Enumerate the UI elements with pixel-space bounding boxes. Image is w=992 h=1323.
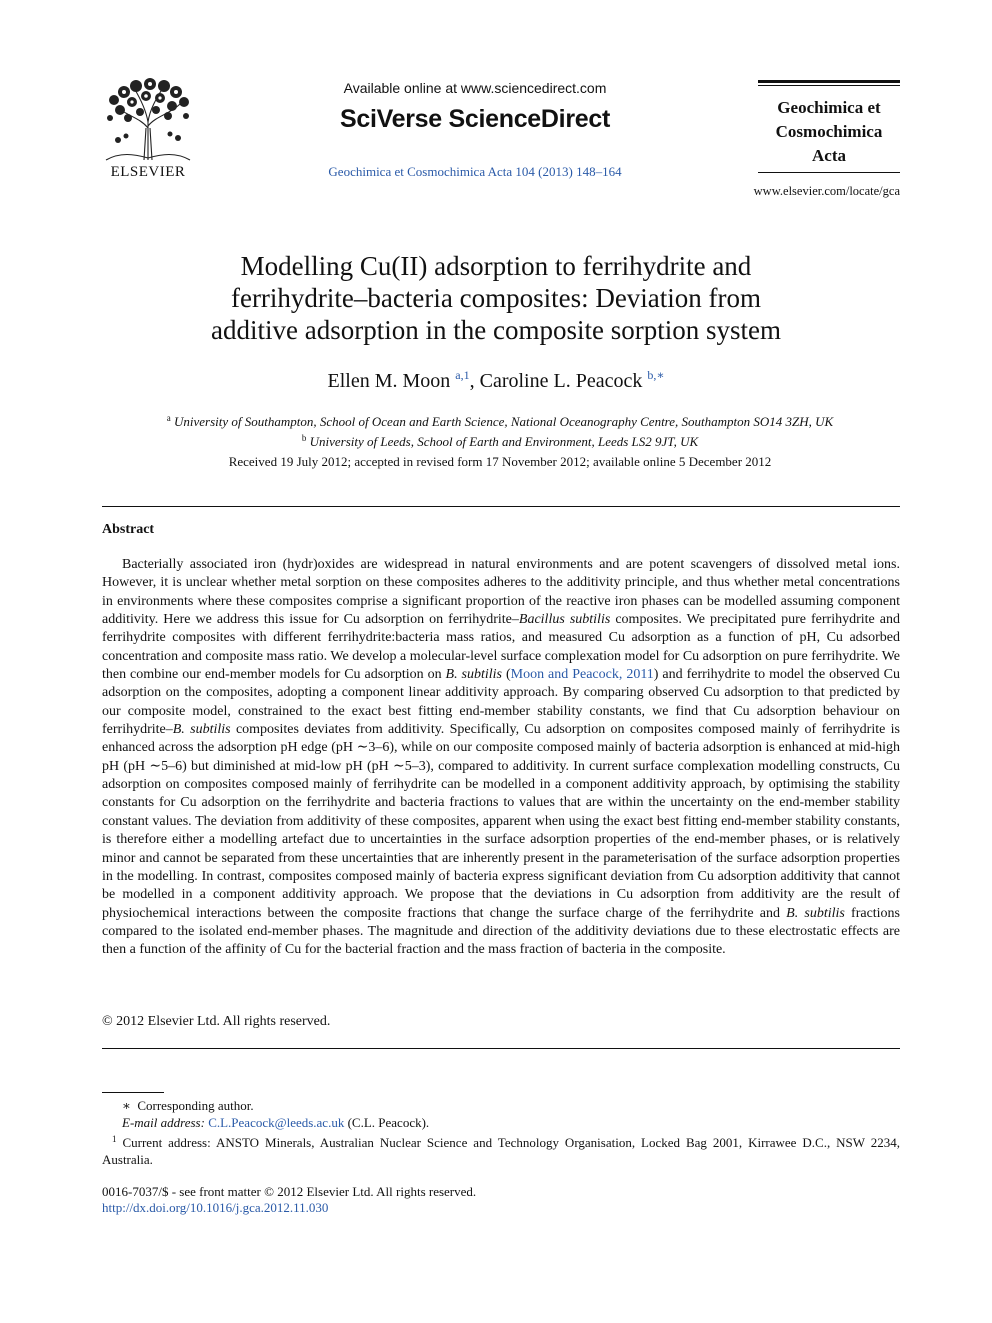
article-title-line1: Modelling Cu(II) adsorption to ferrihydrite and: [240, 251, 752, 281]
journal-citation-link[interactable]: Geochimica et Cosmochimica Acta 104 (2013) 148–164: [328, 164, 622, 179]
abstract-text: ) and ferrihydrite to model the observed Cu adsorption on the composites, adopting a component linear additivity approach. By comparing observed Cu adsorption to that predicted by our composite model, constrained to the exact best fitting end-member stability constants, we find that Cu adsorption behaviour on ferrihydrite–: [102, 667, 900, 738]
footnote-corresponding: [102, 1097, 900, 1114]
footnote-mark: 1: [112, 1134, 117, 1144]
journal-rule-top-thin: [758, 85, 900, 86]
abstract-heading: Abstract: [102, 522, 155, 537]
journal-url-link[interactable]: www.elsevier.com/locate/gca: [753, 184, 900, 198]
email-owner: (C.L. Peacock).: [344, 1115, 430, 1130]
author-separator: ,: [469, 370, 480, 392]
affiliation-text: University of Leeds, School of Earth and Environment, Leeds LS2 9JT, UK: [309, 434, 699, 449]
footnote-email: [102, 1114, 900, 1131]
abstract-text: composites. We precipitated pure ferrihydrite and ferrihydrite composites with different ferrihydrite:bacteria mass ratios, and measured Cu adsorption as a function of pH, Cu adsorbed concentration and composite mass ratio. We develop a molecular-level surface complexation model for Cu adsorption on pure ferrihydrite. We then combine our end-member models for Cu adsorption on: [102, 612, 900, 683]
journal-rule-bottom: [758, 172, 900, 173]
journal-rule-top: [758, 80, 900, 83]
abstract-copyright: © 2012 Elsevier Ltd. All rights reserved.: [102, 1014, 331, 1029]
footnote-text: Corresponding author.: [137, 1098, 254, 1113]
elsevier-tree-logo-icon: [100, 78, 196, 162]
abstract-species: B. subtilis: [786, 905, 845, 921]
article-title: [140, 250, 852, 346]
email-link[interactable]: C.L.Peacock@leeds.ac.uk: [208, 1115, 345, 1130]
availability-line: Available online at www.sciencedirect.com: [343, 80, 607, 96]
doi-link[interactable]: http://dx.doi.org/10.1016/j.gca.2012.11.030: [102, 1200, 329, 1215]
affiliation-mark: b: [301, 433, 307, 443]
abstract-text: (: [502, 667, 511, 683]
affiliations: [100, 410, 900, 450]
author-affiliation-mark[interactable]: a,1: [455, 368, 470, 382]
abstract-rule-bottom: [102, 1048, 900, 1049]
affiliation-text: University of Southampton, School of Ocean and Earth Science, National Oceanography Centre, Southampton SO14 3ZH, UK: [174, 414, 834, 429]
footnotes: [102, 1097, 900, 1168]
footnote-rule: [102, 1092, 164, 1093]
journal-title-line1: Geochimica et: [777, 98, 881, 117]
abstract-text: Bacterially associated iron (hydr)oxides are widespread in natural environments and are potent scavengers of dissolved metal ions. However, it is unclear whether metal sorption on these composites adheres to the additivity principle, and thus whether metal concentrations in environments where these composites comprise a significant proportion of the reactive iron phases can be modelled assuming component additivity. Here we address this issue for Cu adsorption on ferrihydrite–: [102, 557, 900, 628]
author-name: Caroline L. Peacock: [479, 370, 643, 392]
abstract-body: [102, 556, 900, 960]
abstract-species: B. subtilis: [445, 667, 503, 683]
abstract-text: fractions compared to the isolated end-member phases. The magnitude and direction of the additivity deviations due to these electrostatic effects are then a function of the affinity of Cu for the bacterial fraction and the mass fraction of bacteria in the composite.: [102, 905, 901, 958]
journal-title-line3: Acta: [812, 146, 846, 165]
abstract-rule-top: [102, 506, 900, 507]
publisher-name: ELSEVIER: [110, 164, 186, 180]
affiliation-item: [100, 410, 900, 430]
article-title-line3: additive adsorption in the composite sorption system: [211, 315, 781, 345]
abstract-text: composites deviates from additivity. Specifically, Cu adsorption on composites composed mainly of ferrihydrite is enhanced across the adsorption pH edge (pH ∼3–6), while on our composite composed mainly of bacteria adsorption is enhanced at mid-high pH (pH ∼5–6) but diminished at mid-low pH (pH ∼5–3), compared to additivity. In current surface complexation modelling constructs, Cu adsorption on composites composed mainly of ferrihydrite can be modelled in a component additivity approach, by optimising the stability constants for Cu adsorption on the ferrihydrite and bacteria fractions to values that are within the uncertainty on the end-member stability constant values. The deviation from additivity of these composites, apparent when using the exact best fitting end-member stability constants, is therefore either a modelling artefact due to uncertainties in the surface adsorption properties of the end-member phases, or is relatively minor and cannot be separated from these uncertainties that are inherently present in the parameterisation of the surface adsorption properties in the modelling. In contrast, composites composed mainly of bacteria express significant deviation from Cu adsorption additivity that cannot be modelled in a component additivity approach. We propose that the deviations in Cu adsorption from additivity are the result of physiochemical interactions between the composite fractions that change the surface charge of the ferrihydrite and: [102, 722, 900, 921]
journal-title-line2: Cosmochimica: [775, 122, 883, 141]
author-affiliation-mark[interactable]: b,∗: [647, 368, 665, 382]
issn-line: 0016-7037/$ - see front matter © 2012 Elsevier Ltd. All rights reserved.: [102, 1184, 477, 1199]
footnote-mark: ∗: [122, 1098, 131, 1113]
article-dates: Received 19 July 2012; accepted in revised form 17 November 2012; available online 5 December 2012: [228, 454, 772, 469]
author-name: Ellen M. Moon: [327, 370, 451, 392]
article-title-line2: ferrihydrite–bacteria composites: Deviation from: [230, 283, 762, 313]
reference-link[interactable]: Moon and Peacock, 2011: [510, 667, 654, 683]
author-list: [140, 368, 852, 393]
footnote-current-address: [102, 1131, 900, 1168]
journal-title: [748, 96, 910, 168]
footnote-text: Current address: ANSTO Minerals, Australian Nuclear Science and Technology Organisation, Locked Bag 2001, Kirrawee D.C., NSW 2234, Australia.: [102, 1135, 901, 1167]
affiliation-mark: a: [166, 413, 171, 423]
publisher-logo[interactable]: [100, 78, 196, 182]
platform-name[interactable]: SciVerse ScienceDirect: [340, 105, 610, 133]
abstract-species: Bacillus subtilis: [518, 612, 611, 628]
abstract-species: B. subtilis: [172, 722, 231, 738]
affiliation-item: [100, 430, 900, 450]
email-label: E-mail address:: [122, 1115, 205, 1130]
